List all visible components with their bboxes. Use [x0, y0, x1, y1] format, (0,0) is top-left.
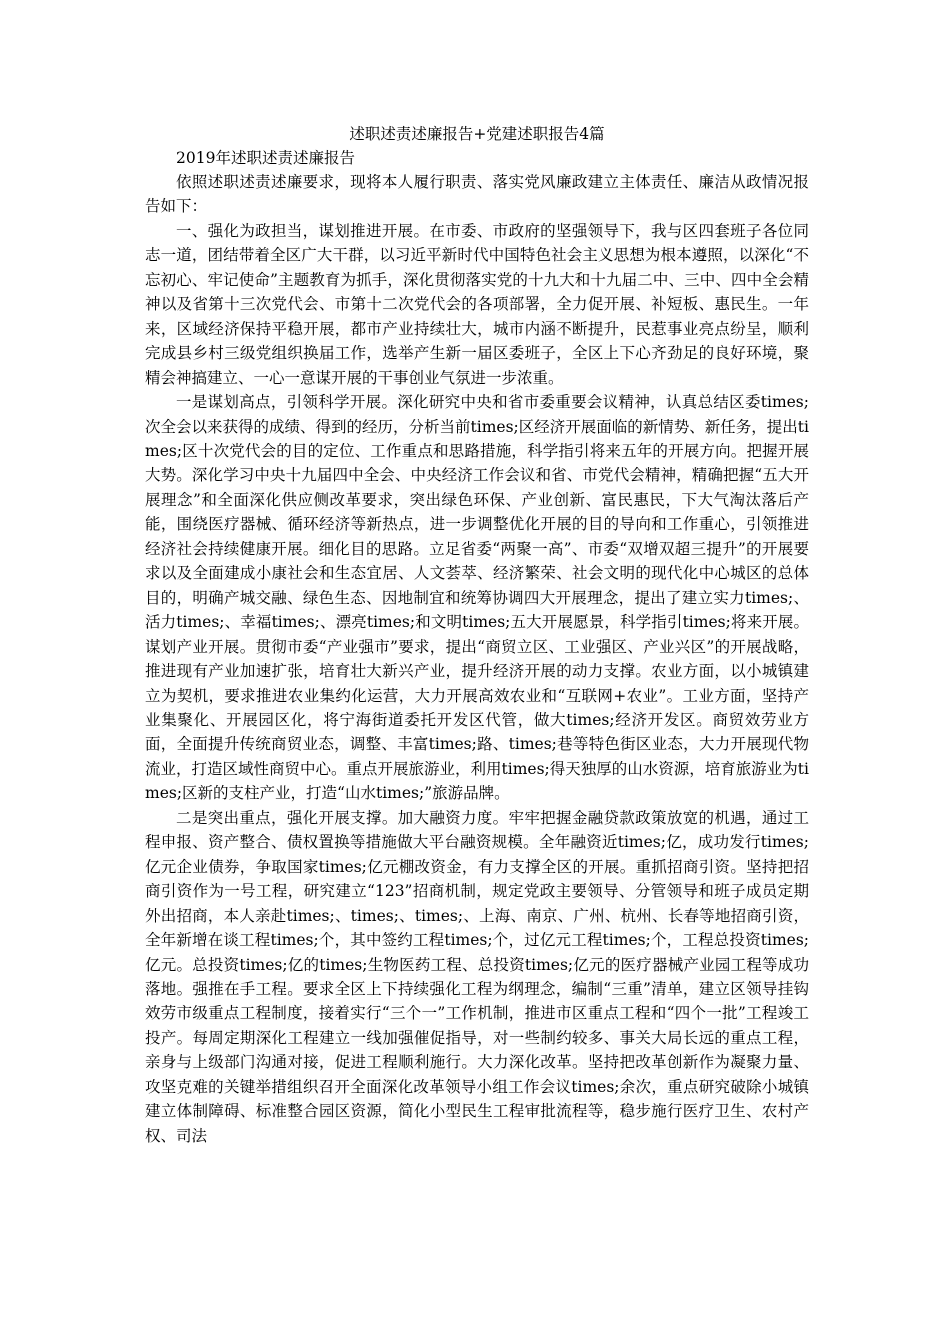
- document-page: [145, 122, 809, 1148]
- paragraph-key-points: 二是突出重点，强化开展支撑。加大融资力度。牢牢把握金融贷款政策放宽的机遇，通过工程申报、资产整合、债权置换等措施做大平台融资规模。全年融资近times;亿，成功发行times;亿元企业债券，争取国家times;亿元棚改资金，有力支撑全区的开展。重抓招商引资。坚持把招商引资作为一号工程，研究建立“123”招商机制，规定党政主要领导、分管领导和班子成员定期外出招商，本人亲赴times;、times;、times;、上海、南京、广州、杭州、长春等地招商引资，全年新增在谈工程times;个，其中签约工程times;个，过亿元工程times;个，工程总投资times;亿元。总投资times;亿的times;生物医药工程、总投资times;亿元的医疗器械产业园工程等成功落地。强推在手工程。要求全区上下持续强化工程为纲理念，编制“三重”清单，建立区领导挂钩效劳市级重点工程制度，接着实行“三个一”工作机制，推进市区重点工程和“四个一批”工程竣工投产。每周定期深化工程建立一线加强催促指导，对一些制约较多、事关大局长远的重点工程，亲身与上级部门沟通对接，促进工程顺利施行。大力深化改革。坚持把改革创新作为凝聚力量、攻坚克难的关键举措组织召开全面深化改革领导小组工作会议times;余次，重点研究破除小城镇建立体制障碍、标准整合园区资源，简化小型民生工程审批流程等，稳步施行医疗卫生、农村产权、司法: [145, 808, 809, 1145]
- document-subtitle: 2019年述职述责述廉报告: [176, 149, 355, 167]
- paragraph-intro: 依照述职述责述廉要求，现将本人履行职责、落实党风廉政建立主体责任、廉洁从政情况报告如下：: [145, 173, 809, 216]
- paragraph-planning: 一是谋划高点，引领科学开展。深化研究中央和省市委重要会议精神，认真总结区委times;次全会以来获得的成绩、得到的经历，分析当前times;区经济开展面临的新情势、新任务，提出times;区十次党代会的目的定位、工作重点和思路措施，科学指引将来五年的开展方向。把握开展大势。深化学习中央十九届四中全会、中央经济工作会议和省、市党代会精神，精确把握“五大开展理念”和全面深化供应侧改革要求，突出绿色环保、产业创新、富民惠民，下大气淘汰落后产能，围绕医疗器械、循环经济等新热点，进一步调整优化开展的目的导向和工作重心，引领推进经济社会持续健康开展。细化目的思路。立足省委“两聚一高”、市委“双增双超三提升”的开展要求以及全面建成小康社会和生态宜居、人文荟萃、经济繁荣、社会文明的现代化中心城区的总体目的，明确产城交融、绿色生态、因地制宜和统筹协调四大开展理念，提出了建立实力times;、活力times;、幸福times;、漂亮times;和文明times;五大开展愿景，科学指引times;将来开展。谋划产业开展。贯彻市委“产业强市”要求，提出“商贸立区、工业强区、产业兴区”的开展战略，推进现有产业加速扩张，培育壮大新兴产业，提升经济开展的动力支撑。农业方面，以小城镇建立为契机，要求推进农业集约化运营，大力开展高效农业和“互联网+农业”。工业方面，坚持产业集聚化、开展园区化，将宁海街道委托开发区代管，做大times;经济开发区。商贸效劳业方面，全面提升传统商贸业态，调整、丰富times;路、times;巷等特色街区业态，大力开展现代物流业，打造区域性商贸中心。重点开展旅游业，利用times;得天独厚的山水资源，培育旅游业为times;区新的支柱产业，打造“山水times;”旅游品牌。: [145, 393, 809, 803]
- paragraph-section-one: 一、强化为政担当，谋划推进开展。在市委、市政府的坚强领导下，我与区四套班子各位同志一道，团结带着全区广大干群，以习近平新时代中国特色社会主义思想为根本遵照，以深化“不忘初心、牢记使命”主题教育为抓手，深化贯彻落实党的十九大和十九届二中、三中、四中全会精神以及省第十三次党代会、市第十二次党代会的各项部署，全力促开展、补短板、惠民生。一年来，区域经济保持平稳开展，都市产业持续壮大，城市内涵不断提升，民惹事业亮点纷呈，顺利完成县乡村三级党组织换届工作，选举产生新一届区委班子，全区上下心齐劲足的良好环境，聚精会神搞建立、一心一意谋开展的干事创业气氛进一步浓重。: [145, 221, 809, 387]
- document-title: 述职述责述廉报告+党建述职报告4篇: [349, 125, 605, 143]
